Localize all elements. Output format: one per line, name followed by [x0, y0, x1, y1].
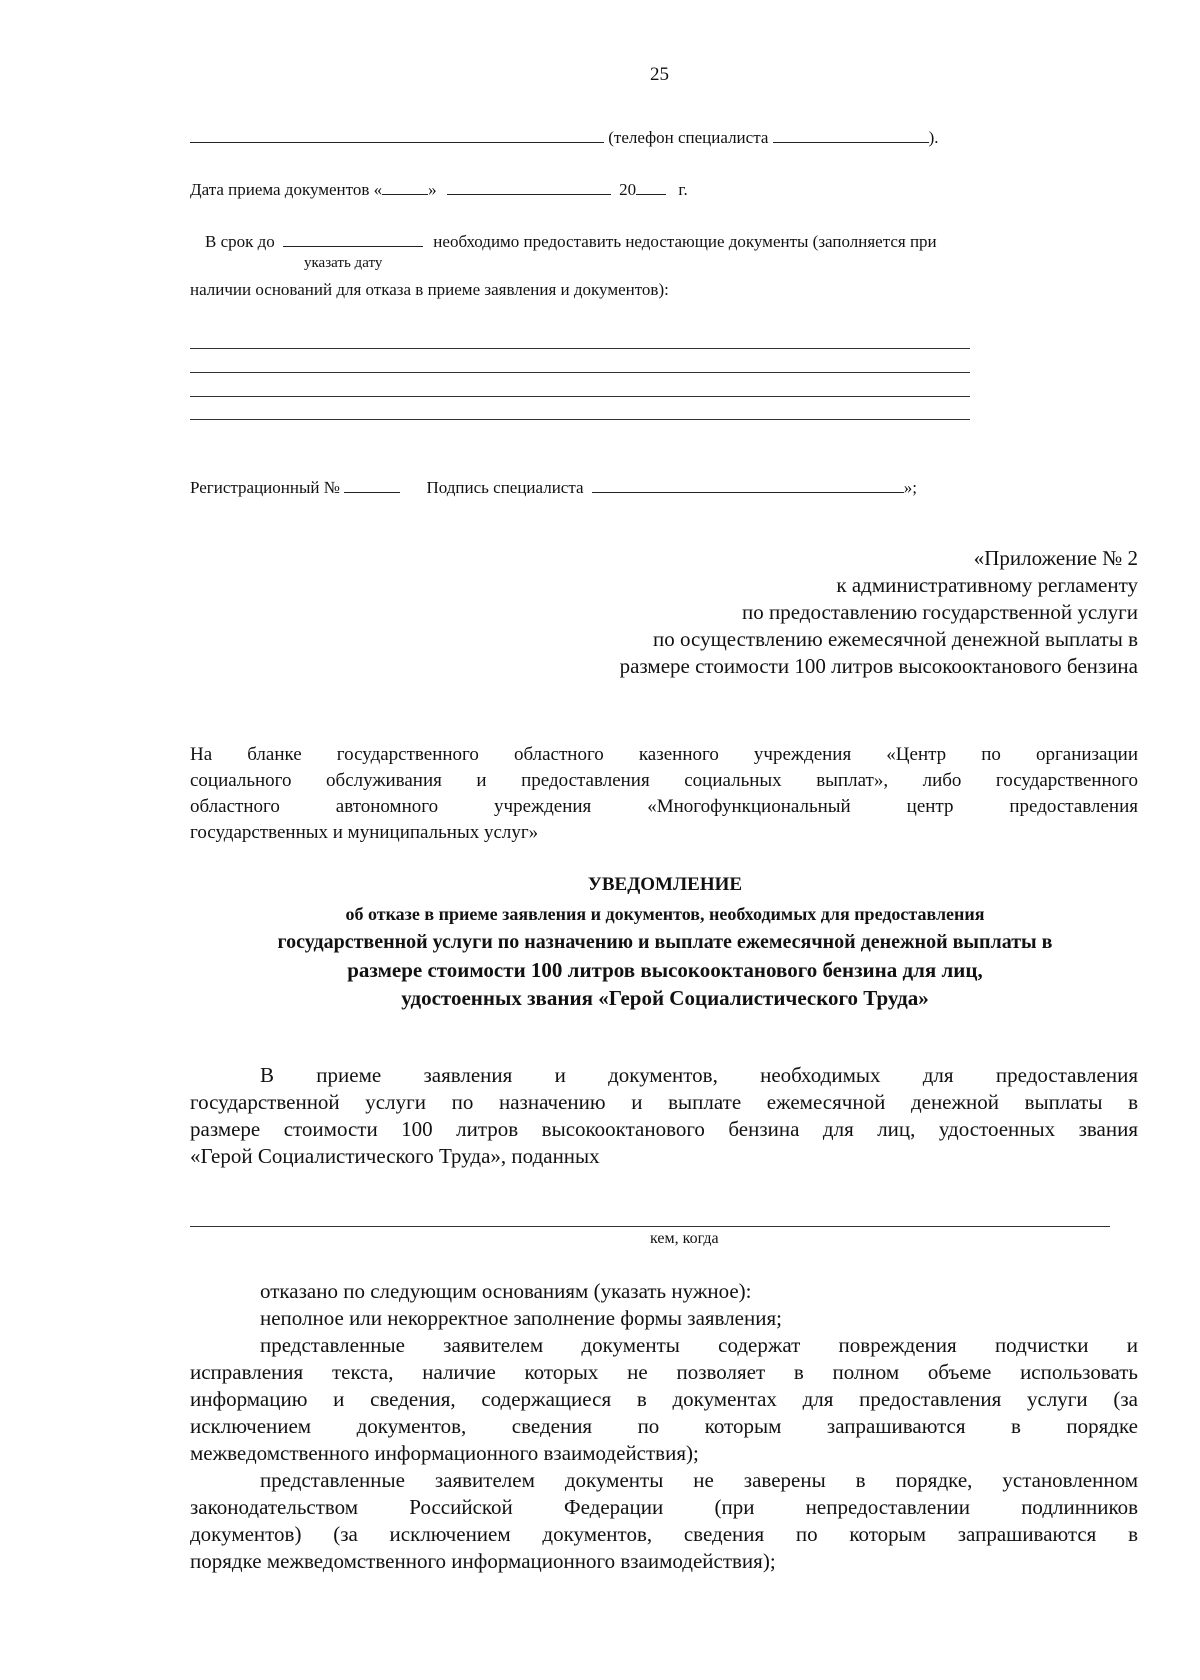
missing-docs-line-3[interactable]	[190, 396, 970, 397]
appendix-line: по предоставлению государственной услуги	[742, 600, 1138, 624]
deadline-row	[205, 228, 937, 252]
phone-label: (телефон специалиста	[608, 128, 769, 147]
body-intro-line: размере стоимости 100 литров высокооктанового бензина для лиц, удостоенных звания	[190, 1117, 1138, 1141]
reasons-intro: отказано по следующим основаниям (указать нужное):	[260, 1279, 752, 1303]
who-when-caption: кем, когда	[650, 1230, 719, 1247]
signature-close: »;	[903, 478, 918, 497]
date-day-field[interactable]	[382, 176, 428, 195]
signature-row	[190, 474, 917, 498]
appendix-line: к административному регламенту	[836, 573, 1138, 597]
deadline-main: необходимо предоставить недостающие документы (заполняется при	[433, 232, 937, 251]
missing-docs-line-4[interactable]	[190, 419, 970, 420]
reason-item-2-line: представленные заявителем документы содержат повреждения подчистки и	[260, 1333, 1138, 1357]
appendix-line: размере стоимости 100 литров высокооктанового бензина	[619, 654, 1138, 678]
date-row	[190, 176, 688, 200]
year-suffix: г.	[678, 180, 688, 199]
deadline-continuation: наличии оснований для отказа в приеме заявления и документов):	[190, 280, 669, 299]
notice-subtitle-line: удостоенных звания «Герой Социалистического Труда»	[401, 986, 929, 1010]
missing-docs-line-2[interactable]	[190, 372, 970, 373]
sign-label: Подпись специалиста	[426, 478, 584, 497]
date-month-field[interactable]	[447, 176, 611, 195]
year-prefix: 20	[619, 180, 637, 199]
letterhead-line: социального обслуживания и предоставления социальных выплат», либо государственного	[190, 770, 1138, 791]
reasons-section	[190, 1278, 1138, 1575]
body-intro-line: В приеме заявления и документов, необходимых для предоставления	[260, 1063, 1138, 1087]
deadline-hint: указать дату	[304, 255, 383, 271]
page-number: 25	[650, 64, 669, 85]
reason-item-3-line: порядке межведомственного информационного взаимодействия);	[190, 1549, 776, 1573]
phone-row	[190, 124, 939, 148]
missing-docs-line-1[interactable]	[190, 348, 970, 349]
who-when-field[interactable]	[190, 1226, 1110, 1227]
notice-subtitle-line: государственной услуги по назначению и выплате ежемесячной денежной выплаты в	[277, 931, 1053, 953]
signature-field[interactable]	[592, 474, 904, 493]
appendix-line: «Приложение № 2	[973, 546, 1138, 570]
phone-close: ).	[928, 128, 939, 147]
body-intro-line: государственной услуги по назначению и выплате ежемесячной денежной выплаты в	[190, 1090, 1138, 1114]
notice-subtitle	[160, 900, 1170, 1012]
body-intro	[190, 1062, 1138, 1170]
letterhead-line: областного автономного учреждения «Многофункциональный центр предоставления	[190, 796, 1138, 817]
date-year-field[interactable]	[636, 176, 666, 195]
reason-item-3-line: законодательством Российской Федерации (при непредоставлении подлинников	[190, 1495, 1138, 1519]
letterhead-note	[190, 742, 1138, 846]
specialist-name-field[interactable]	[190, 124, 604, 143]
reason-item-2-line: межведомственного информационного взаимодействия);	[190, 1441, 699, 1465]
body-intro-line: «Герой Социалистического Труда», поданных	[190, 1144, 600, 1168]
date-label: Дата приема документов «	[190, 180, 383, 199]
notice-title: УВЕДОМЛЕНИЕ	[587, 874, 743, 895]
reason-item-2-line: исключением документов, сведения по которым запрашиваются в порядке	[190, 1414, 1138, 1438]
reason-item-2-line: исправления текста, наличие которых не позволяет в полном объеме использовать	[190, 1360, 1138, 1384]
reason-item-3-line: документов) (за исключением документов, сведения по которым запрашиваются в	[190, 1522, 1138, 1546]
deadline-prefix: В срок до	[205, 232, 275, 251]
notice-subtitle-line: об отказе в приеме заявления и документов, необходимых для предоставления	[345, 904, 985, 924]
deadline-date-field[interactable]	[283, 228, 423, 247]
phone-field[interactable]	[773, 124, 929, 143]
letterhead-line: государственных и муниципальных услуг»	[190, 822, 539, 843]
appendix-line: по осуществлению ежемесячной денежной выплаты в	[653, 627, 1138, 651]
letterhead-line: На бланке государственного областного казенного учреждения «Центр по организации	[190, 744, 1138, 765]
date-quote-close: »	[428, 180, 437, 199]
reason-item-1: неполное или некорректное заполнение формы заявления;	[260, 1306, 782, 1330]
reg-number-label: Регистрационный №	[190, 478, 340, 497]
reason-item-3-line: представленные заявителем документы не заверены в порядке, установленном	[260, 1468, 1138, 1492]
appendix-header	[438, 545, 1138, 680]
reason-item-2-line: информацию и сведения, содержащиеся в документах для предоставления услуги (за	[190, 1387, 1138, 1411]
notice-subtitle-line: размере стоимости 100 литров высокооктанового бензина для лиц,	[347, 958, 983, 982]
reg-number-field[interactable]	[344, 474, 400, 493]
